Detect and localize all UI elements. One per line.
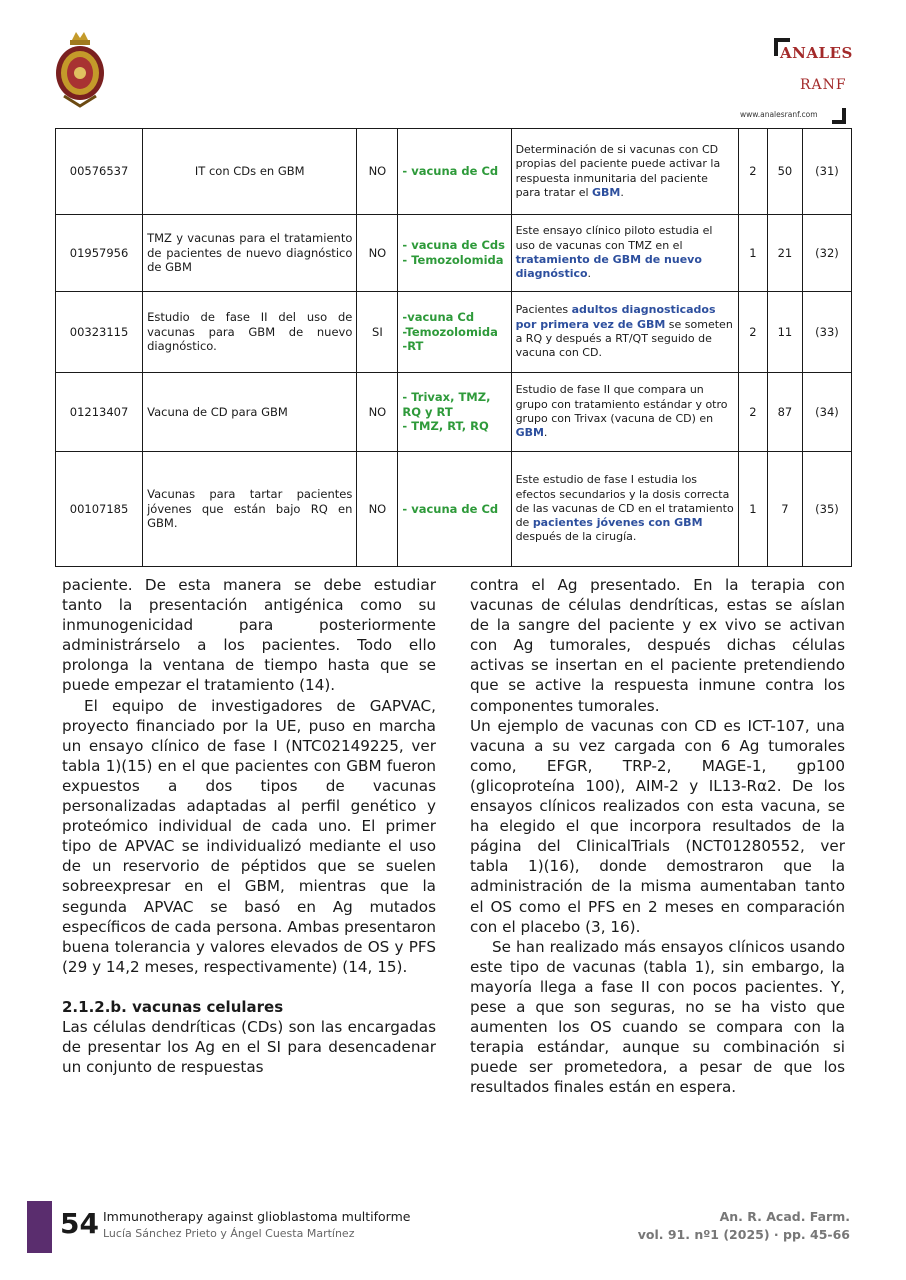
trial-id: 01957956 xyxy=(56,215,143,292)
trial-reference: (32) xyxy=(802,215,851,292)
brand-sub: RANF xyxy=(800,77,847,93)
trial-id: 00107185 xyxy=(56,452,143,567)
trial-id: 00576537 xyxy=(56,129,143,215)
footer-accent-bar xyxy=(27,1201,52,1253)
trial-phase: 2 xyxy=(738,373,767,452)
section-heading: 2.1.2.b. vacunas celulares xyxy=(62,997,284,1016)
brand-name: ANALES xyxy=(780,44,853,62)
body-paragraph: El equipo de investigadores de GAPVAC, proyecto financiado por la UE, puso en marcha un ensayo clínico de fase I (NTC02149225, ver tabla 1)(15) en el que pacientes con GBM fueron expuestos a dos tipos de vacunas personalizadas adaptadas al perfil genético y proteómico individual de cada uno. El primer tipo de APVAC se individualizó mediante el uso de un reservorio de péptidos que se suelen sobreexpresar en el GBM, mientras que la segunda APVAC se basó en Ag mutados específicos de cada persona. Ambas presentaron buena tolerancia y valores elevados de OS y PFS (29 y 14,2 meses, respectivamente) (14, 15). xyxy=(62,696,436,976)
trial-interventions: - Trivax, TMZ, RQ y RT - TMZ, RT, RQ xyxy=(398,373,511,452)
trial-patients: 50 xyxy=(767,129,802,215)
trial-reference: (31) xyxy=(802,129,851,215)
body-paragraph: Las células dendríticas (CDs) son las encargadas de presentar los Ag en el SI para desencadenar un conjunto de respuestas xyxy=(62,1017,436,1077)
trial-interventions: - vacuna de Cds - Temozolomida xyxy=(398,215,511,292)
academy-crest-logo xyxy=(50,30,110,110)
right-column xyxy=(470,575,845,1097)
trial-description: Estudio de fase II que compara un grupo con tratamiento estándar y otro grupo con Trivax (vacuna de CD) en GBM. xyxy=(511,373,738,452)
journal-brand-logo xyxy=(740,30,853,125)
trial-patients: 11 xyxy=(767,292,802,373)
journal-name: An. R. Acad. Farm. xyxy=(719,1209,850,1224)
body-paragraph: paciente. De esta manera se debe estudiar tanto la presentación antigénica como su inmunogenicidad para posteriormente administrárselo a los pacientes. Todo ello prolonga la ventana de tiempo hasta que se puede empezar el tratamiento (14). xyxy=(62,576,436,695)
trial-id: 00323115 xyxy=(56,292,143,373)
trial-id: 01213407 xyxy=(56,373,143,452)
trial-reference: (34) xyxy=(802,373,851,452)
trial-flag: NO xyxy=(357,129,398,215)
running-authors: Lucía Sánchez Prieto y Ángel Cuesta Martínez xyxy=(103,1227,355,1240)
trial-interventions: -vacuna Cd -Temozolomida -RT xyxy=(398,292,511,373)
trial-description: Determinación de si vacunas con CD propias del paciente puede activar la respuesta inmunitaria del paciente para tratar el GBM. xyxy=(511,129,738,215)
trial-reference: (35) xyxy=(802,452,851,567)
paragraph-spacer xyxy=(62,977,436,997)
journal-url: www.analesranf.com xyxy=(740,110,818,119)
table-row xyxy=(56,452,852,567)
trial-flag: NO xyxy=(357,373,398,452)
trial-patients: 87 xyxy=(767,373,802,452)
trial-interventions: - vacuna de Cd xyxy=(398,452,511,567)
body-paragraph: contra el Ag presentado. En la terapia con vacunas de células dendríticas, estas se aíslan de la sangre del paciente y ex vivo se activan con Ag tumorales, después dichas células activas se insertan en el paciente pretendiendo que se active la respuesta inmune contra los componentes tumorales. xyxy=(470,576,845,715)
trial-title: IT con CDs en GBM xyxy=(143,129,357,215)
trial-title: Estudio de fase II del uso de vacunas para GBM de nuevo diagnóstico. xyxy=(143,292,357,373)
trial-phase: 2 xyxy=(738,129,767,215)
trial-reference: (33) xyxy=(802,292,851,373)
trial-phase: 2 xyxy=(738,292,767,373)
trial-flag: NO xyxy=(357,452,398,567)
running-title: Immunotherapy against glioblastoma multiforme xyxy=(103,1209,411,1224)
brand-bracket-bottom xyxy=(832,108,846,124)
trial-patients: 21 xyxy=(767,215,802,292)
left-column xyxy=(62,575,436,1077)
trial-flag: SI xyxy=(357,292,398,373)
trial-description: Este ensayo clínico piloto estudia el uso de vacunas con TMZ en el tratamiento de GBM de nuevo diagnóstico. xyxy=(511,215,738,292)
journal-volume: vol. 91. nº1 (2025) · pp. 45-66 xyxy=(637,1227,850,1242)
trial-description: Pacientes adultos diagnosticados por primera vez de GBM se someten a RQ y después a RT/QT seguido de vacuna con CD. xyxy=(511,292,738,373)
trial-title: Vacunas para tartar pacientes jóvenes que están bajo RQ en GBM. xyxy=(143,452,357,567)
trial-phase: 1 xyxy=(738,452,767,567)
table-row xyxy=(56,292,852,373)
page-number: 54 xyxy=(60,1207,99,1240)
trial-flag: NO xyxy=(357,215,398,292)
table-row xyxy=(56,373,852,452)
trial-description: Este estudio de fase I estudia los efectos secundarios y la dosis correcta de las vacunas de CD en el tratamiento de pacientes jóvenes con GBM después de la cirugía. xyxy=(511,452,738,567)
trial-title: TMZ y vacunas para el tratamiento de pacientes de nuevo diagnóstico de GBM xyxy=(143,215,357,292)
body-paragraph: Un ejemplo de vacunas con CD es ICT-107, una vacuna a su vez cargada con 6 Ag tumorales como, EFGR, TRP-2, MAGE-1, gp100 (glicoproteína 100), AIM-2 y IL13-Rα2. De los ensayos clínicos realizados con esta vacuna, se ha elegido el que incorpora resultados de la página del ClinicalTrials (NCT01280552, ver tabla 1)(16), donde demostraron que la administración de la misma aumentaban tanto el OS como el PFS en 2 meses en comparación con el placebo (3, 16). xyxy=(470,716,845,936)
trial-interventions: - vacuna de Cd xyxy=(398,129,511,215)
table-row xyxy=(56,215,852,292)
trial-title: Vacuna de CD para GBM xyxy=(143,373,357,452)
table-row xyxy=(56,129,852,215)
clinical-trials-table xyxy=(55,128,852,567)
trial-phase: 1 xyxy=(738,215,767,292)
body-paragraph: Se han realizado más ensayos clínicos usando este tipo de vacunas (tabla 1), sin embargo, la mayoría llega a fase II con pocos pacientes. Y, pese a que son seguras, no se ha visto que aumenten los OS cuando se compara con la terapia estándar, aunque su combinación si puede ser prometedora, a pesar de que los resultados finales están en espera. xyxy=(470,937,845,1097)
trial-patients: 7 xyxy=(767,452,802,567)
